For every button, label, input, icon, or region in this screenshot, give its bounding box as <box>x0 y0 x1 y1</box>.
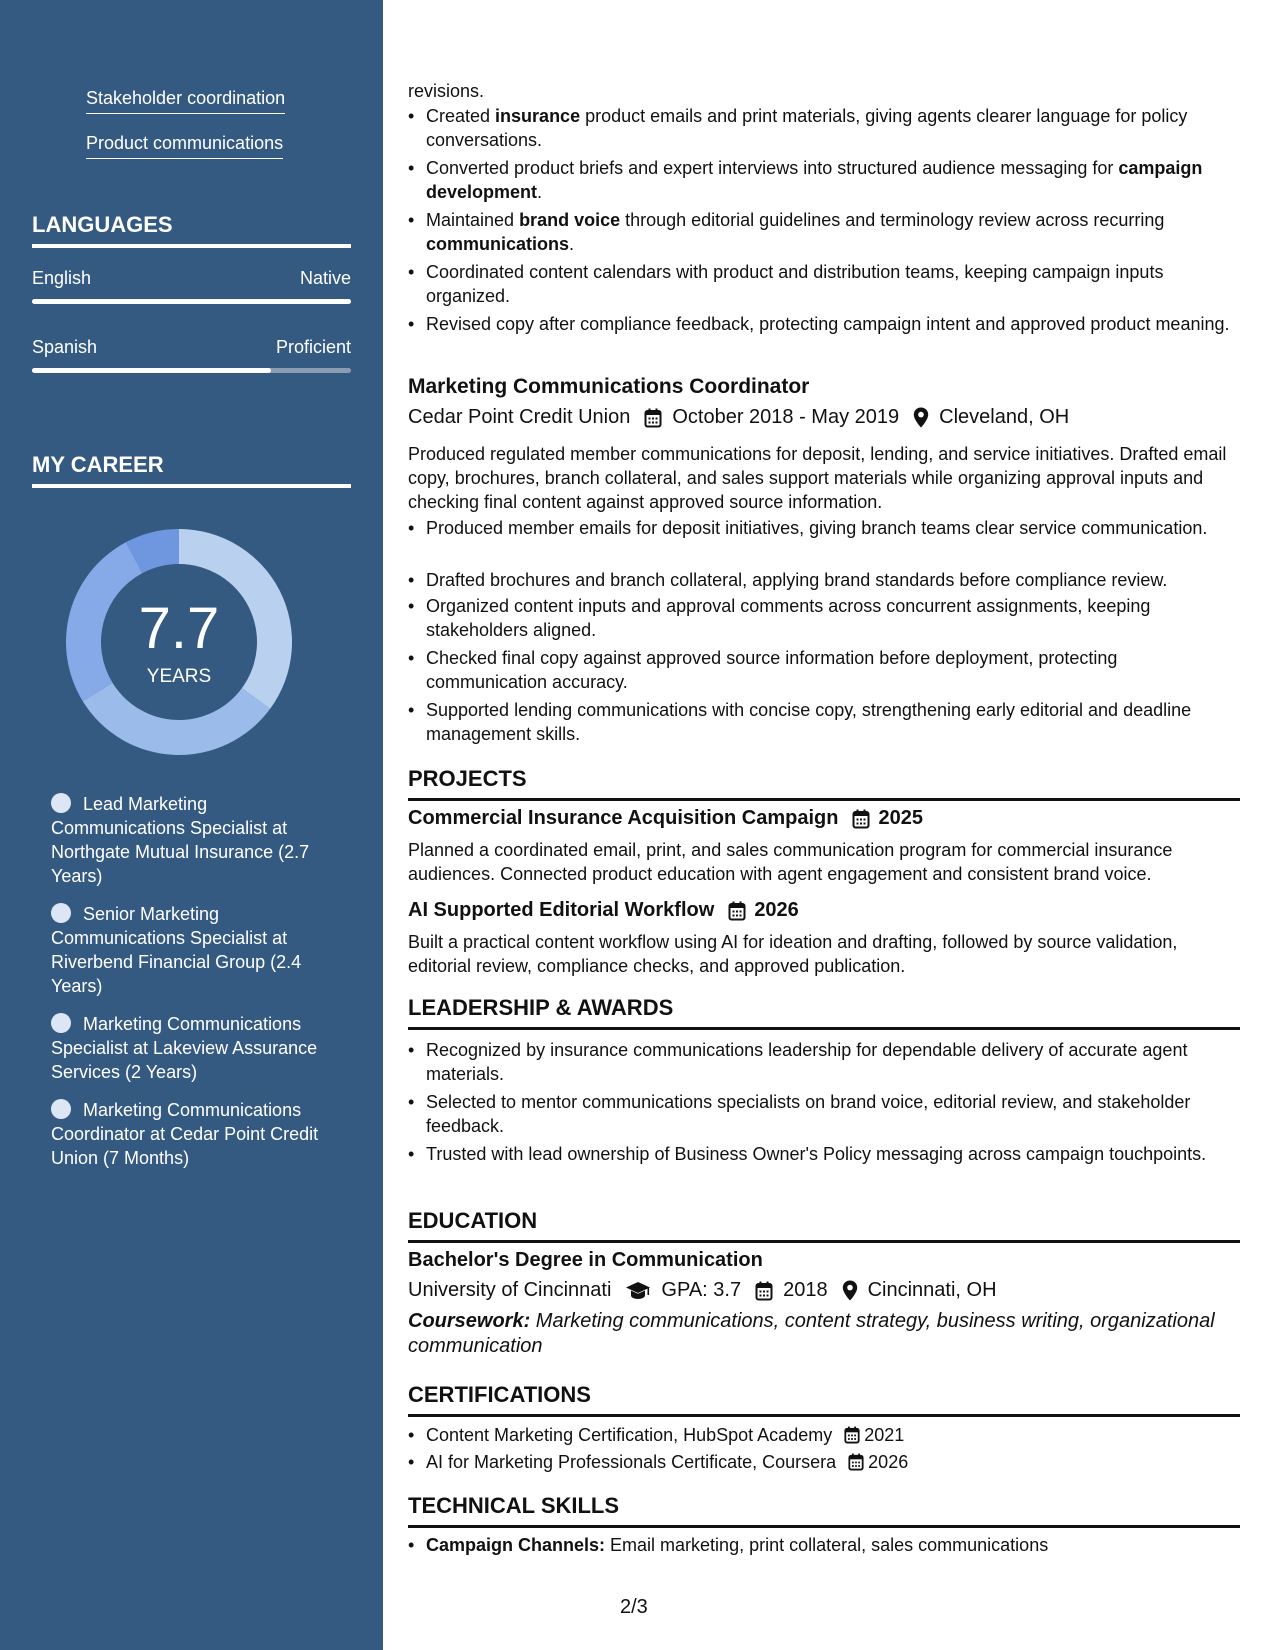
career-item <box>51 902 341 998</box>
education-heading: EDUCATION <box>408 1208 1240 1243</box>
job-location: Cleveland, OH <box>939 406 1070 428</box>
languages-heading: LANGUAGES <box>32 212 351 248</box>
leadership-bullet: • Trusted with lead ownership of Business Owner's Policy messaging across campaign touchpoints. <box>426 1142 1238 1166</box>
certification-year: 2021 <box>864 1425 905 1445</box>
graduation-cap-icon <box>625 1281 651 1301</box>
certification-name: • Content Marketing Certification, HubSpot Academy <box>426 1425 833 1445</box>
language-progress-bar <box>32 368 351 373</box>
company-name: Cedar Point Credit Union <box>408 406 631 428</box>
language-level: Proficient <box>275 337 351 357</box>
language-progress-fill <box>32 368 271 373</box>
location-pin-icon <box>842 1280 858 1301</box>
technical-skill-item: • Campaign Channels: Email marketing, print collateral, sales communications <box>426 1533 1238 1557</box>
job-bullet: • Checked final copy against approved source information before deployment, protecting communication accuracy. <box>426 646 1238 694</box>
project-year: 2026 <box>754 899 799 921</box>
job-dates: October 2018 - May 2019 <box>672 406 900 428</box>
calendar-icon <box>644 408 662 428</box>
achievement-bullet: • Converted product briefs and expert interviews into structured audience messaging for campaign development. <box>426 156 1238 204</box>
project-title: AI Supported Editorial Workflow 2026 <box>408 899 799 921</box>
language-row <box>32 337 351 358</box>
certification-item <box>426 1423 904 1447</box>
skill-tag: Stakeholder coordination <box>86 88 285 114</box>
leadership-bullet: • Selected to mentor communications specialists on brand voice, editorial review, and stakeholder feedback. <box>426 1090 1238 1138</box>
previous-job-tail: revisions. <box>408 81 485 101</box>
career-total-years: 7.7 <box>138 596 220 661</box>
career-item-text: Marketing Communications Specialist at Lakeview Assurance Services (2 Years) <box>51 1014 318 1082</box>
job-summary: Produced regulated member communications for deposit, lending, and service initiatives. Drafted email copy, brochures, branch collateral, and sales support materials while organizing approval inputs and checking final content against approved source information. <box>408 444 1227 512</box>
career-item-text: Senior Marketing Communications Specialist at Riverbend Financial Group (2.4 Years) <box>51 904 302 996</box>
job-bullet: • Drafted brochures and branch collateral, applying brand standards before compliance review. <box>426 568 1238 592</box>
career-dot-icon <box>51 1099 71 1119</box>
career-years-label: YEARS <box>146 666 212 687</box>
achievement-bullet: • Created insurance product emails and print materials, giving agents clearer language for policy conversations. <box>426 104 1238 152</box>
certification-item <box>426 1450 908 1474</box>
career-dot-icon <box>51 793 71 813</box>
calendar-icon <box>852 809 870 829</box>
achievement-bullet: • Coordinated content calendars with product and distribution teams, keeping campaign inputs organized. <box>426 260 1238 308</box>
career-heading: MY CAREER <box>32 452 351 488</box>
coursework: Coursework: Marketing communications, content strategy, business writing, organizational communication <box>408 1310 1215 1357</box>
job-bullet: • Supported lending communications with concise copy, strengthening early editorial and deadline management skills. <box>426 698 1238 746</box>
leadership-bullet: • Recognized by insurance communications leadership for dependable delivery of accurate agent materials. <box>426 1038 1238 1086</box>
job-bullet: • Produced member emails for deposit initiatives, giving branch teams clear service communication. <box>426 516 1238 540</box>
calendar-icon <box>844 1426 860 1444</box>
project-description: Built a practical content workflow using AI for ideation and drafting, followed by source validation, editorial review, compliance checks, and approved publication. <box>408 932 1178 976</box>
achievement-bullet: • Revised copy after compliance feedback, protecting campaign intent and approved product meaning. <box>426 312 1238 336</box>
job-bullet: • Organized content inputs and approval comments across concurrent assignments, keeping stakeholders aligned. <box>426 594 1238 642</box>
degree-title: Bachelor's Degree in Communication <box>408 1249 763 1271</box>
school-name: University of Cincinnati <box>408 1279 612 1301</box>
language-progress-bar <box>32 299 351 304</box>
language-row <box>32 268 351 289</box>
achievement-bullet: • Maintained brand voice through editorial guidelines and terminology review across recurring communications. <box>426 208 1238 256</box>
language-level: Native <box>299 268 351 288</box>
career-dot-icon <box>51 903 71 923</box>
calendar-icon <box>728 901 746 921</box>
education-meta <box>408 1279 997 1302</box>
career-item <box>51 1012 341 1084</box>
skill-tag: Product communications <box>86 133 283 159</box>
technical-skills-heading: TECHNICAL SKILLS <box>408 1493 1240 1528</box>
career-item <box>51 792 341 888</box>
career-donut-segment <box>83 683 270 755</box>
project-description: Planned a coordinated email, print, and sales communication program for commercial insurance audiences. Connected product education with agent engagement and consistent brand voice. <box>408 840 1173 884</box>
language-name: Spanish <box>32 337 98 357</box>
job-meta <box>408 406 1069 429</box>
career-item-text: Marketing Communications Coordinator at Cedar Point Credit Union (7 Months) <box>51 1100 319 1168</box>
certification-year: 2026 <box>868 1452 909 1472</box>
page-number: 2/3 <box>620 1596 648 1618</box>
leadership-heading: LEADERSHIP & AWARDS <box>408 995 1240 1030</box>
language-progress-fill <box>32 299 351 304</box>
location-pin-icon <box>913 407 929 428</box>
job-title: Marketing Communications Coordinator <box>408 375 810 398</box>
career-dot-icon <box>51 1013 71 1033</box>
calendar-icon <box>755 1281 773 1301</box>
sidebar <box>0 0 383 1650</box>
graduation-year: 2018 <box>783 1279 828 1301</box>
project-year: 2025 <box>878 807 923 829</box>
gpa: GPA: 3.7 <box>661 1279 742 1301</box>
projects-heading: PROJECTS <box>408 766 1240 801</box>
calendar-icon <box>848 1453 864 1471</box>
career-item-text: Lead Marketing Communications Specialist at Northgate Mutual Insurance (2.7 Years) <box>51 794 310 886</box>
certifications-heading: CERTIFICATIONS <box>408 1382 1240 1417</box>
school-location: Cincinnati, OH <box>867 1279 997 1301</box>
language-name: English <box>32 268 92 288</box>
certification-name: • AI for Marketing Professionals Certificate, Coursera <box>426 1452 837 1472</box>
career-item <box>51 1098 341 1170</box>
project-title: Commercial Insurance Acquisition Campaign 2025 <box>408 807 923 829</box>
